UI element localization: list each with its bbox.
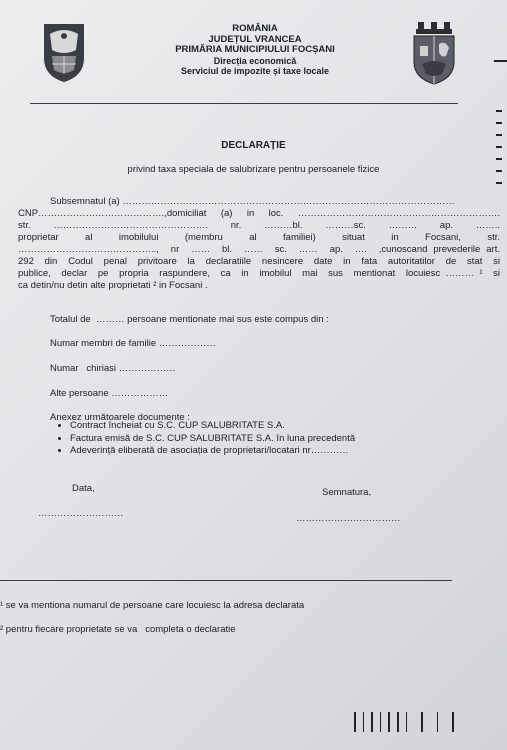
date-label: Data, — [72, 483, 95, 494]
edge-mark — [496, 182, 502, 184]
street-line: str. …………………………………………. nr. ………bl. ………sc. ……… ap. …….. — [18, 220, 500, 231]
edge-mark — [496, 134, 502, 136]
date-field: ……………………… — [38, 508, 124, 519]
letterhead — [150, 24, 360, 77]
declarant-name-line: Subsemnatul (a) …………………………………………………………………………………………… — [50, 196, 455, 207]
edge-mark — [494, 60, 507, 62]
penal-code-line: 292 din Codul penal privitoare la declaratiile nesincere date in fata autoritatilor de stat si — [18, 256, 500, 267]
family-members-line: Numar membri de familie ……………… — [50, 338, 216, 349]
edge-mark — [496, 122, 502, 124]
country-name: ROMÂNIA — [232, 23, 278, 34]
footnote-1: ¹ se va mentiona numarul de persoane care locuiesc la adresa declarata — [0, 600, 305, 611]
footnote-2: ² pentru fiecare proprietate se va completa o declaratie — [0, 624, 236, 635]
annex-item: • Adeverință eliberată de asociația de proprietari/locatari nr………… — [70, 445, 355, 458]
directorate-name: Direcția economică — [213, 55, 297, 66]
county-name: JUDEȚUL VRANCEA — [208, 33, 302, 45]
barcode-marks — [354, 712, 461, 732]
owner-line: proprietar al imobilului (membru al familiei) situat in Focsani, str. — [18, 232, 500, 243]
edge-mark — [496, 110, 502, 112]
responsibility-line: publice, declar pe propria raspundere, ca in imobilul mai sus mentionat locuiesc ……… ¹ si — [18, 268, 500, 279]
other-persons-line: Alte persoane ……………… — [50, 388, 169, 399]
total-persons-line: Totalul de ……… persoane mentionate mai sus este compus din : — [50, 314, 329, 325]
city-hall-name: PRIMĂRIA MUNICIPIULUI FOCȘANI — [175, 44, 335, 55]
tenants-line: Numar chiriasi ……………… — [50, 363, 176, 374]
signature-label: Semnatura, — [322, 487, 372, 498]
cnp-line: CNP………………………………….,domiciliat (a) in loc. ………………………………………………………. — [18, 208, 500, 219]
address-line: …………………………………….., nr …… bl. …… sc. …… ap. …. ,cunoscand prevederile art. — [18, 244, 500, 255]
document-title: DECLARAȚIE — [221, 140, 286, 151]
declaration-paragraph — [18, 208, 500, 292]
edge-mark — [496, 158, 502, 160]
annex-title: Anexez următoarele documente : — [50, 412, 190, 423]
properties-line: ca detin/nu detin alte proprietati ² in Focsani . — [18, 280, 208, 291]
annex-item: • Factura emisă de S.C. CUP SALUBRITATE S.A. în luna precedentă — [70, 433, 355, 446]
romania-coat-of-arms-icon — [38, 20, 90, 84]
focsani-coat-of-arms-icon — [408, 22, 460, 86]
signature-field: …………………………… — [296, 513, 401, 524]
service-name: Serviciul de impozite și taxe locale — [180, 66, 330, 76]
annex-item: • Contract încheiat cu S.C. CUP SALUBRITATE S.A. — [70, 420, 355, 433]
document-subtitle: privind taxa speciala de salubrizare pentru persoanele fizice — [127, 164, 380, 175]
header-divider — [30, 103, 458, 104]
footnote-divider — [0, 580, 452, 581]
annex-list — [50, 420, 355, 458]
